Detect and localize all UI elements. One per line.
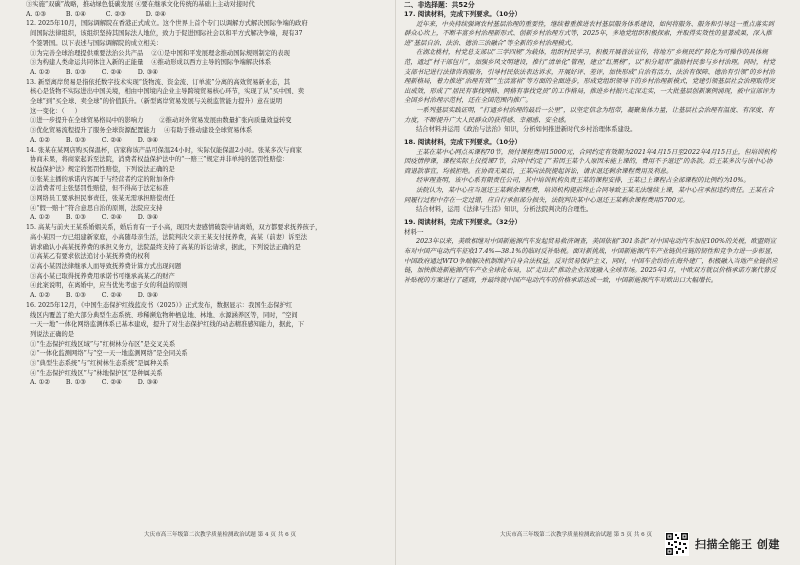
question-line: ①高某乙有要求依法追讨小某抚养费的权利 bbox=[26, 253, 150, 261]
question-line: 全球”到“买全球、卖全球”的价值跃升。（新型离岸贸易发展与关税监管能力提升）意在说明 bbox=[26, 98, 283, 106]
question-line: 高小某因一方已组建新家庭，小高随母亲生活，法院判决父亲王某支付抚养费，高某（前妻）诉至法 bbox=[26, 233, 308, 241]
q18-paragraph: 经审理查明，该中心系有限责任公司，其中培训机构负责王某的课程安排，王某已上课程占全部课程的比例约为10%。 bbox=[416, 176, 750, 185]
question-line: 这一变化：（ ） bbox=[26, 107, 81, 115]
qr-code-icon bbox=[665, 532, 689, 556]
question-line: ②高小某因法律继承人而导致抚养费计算方式出现问题 bbox=[26, 262, 182, 270]
q18-paragraph: 法院认为，某中心应当退还王某剩余课程费，培训机构提前终止合同导致王某无法继续上课，某中心应承担违约责任。王某在合同履行过程中存在一定过错，应自行承担部分损失，法院判决某中心退还王某剩余课程费用5700元。 bbox=[404, 186, 774, 204]
question-line: 14. 张某在某网店购买保温杯，店家称该产品可保温24小时，实际仅能保温2小时。张某多次与商家 bbox=[26, 146, 302, 154]
q17-paragraph: 在湖北桃村，村党总支部以“三学四规”为载体，组织村民学习，积极开展普法宣传，将地方“乡规民约”转化为可操作的具体规范，通过“村干部包片”，加强乡风文明建设，推行“清单化”管理，建立“红黑榜”，以“积分超市”激励村民参与乡村治理。同时，村党支部书记进行法律咨询服务，引导村民依法表达诉求，开展好评、差评，加快形成“自治有活力、法治有保障、德治有引领”的乡村治理新格局，着力推进“治理有效”“生活富裕”等方面的全面进步，形成党组织领导下的乡村治理新模式，党建引领基层社会治理取得突出成效，形成了“居民有事找网格、网格有事找党员”的工作格局，推进乡村振兴走深走实，一大批基层创新案例涌现，被中宣部评为全国乡村治理示范村，还在全国范围内推广。 bbox=[404, 48, 776, 105]
question-line: 16. 2025年12月，《中国生态保护红线蓝皮书（2025）》正式发布，数据显示：我国生态保护红 bbox=[26, 301, 293, 309]
question-line: ③为构建人类命运共同体注入新的正能量 ④推动形成以西方主导的国际争端解决体系 bbox=[26, 59, 272, 67]
question-line: A. ①② B. ①③ C. ②④ D. ③④ bbox=[26, 214, 158, 222]
question-line: A. ①② B. ①③ C. ②④ D. ③④ bbox=[26, 292, 158, 300]
question-line: 个签署国。以下表述与国际调解院的成立相关： bbox=[26, 39, 163, 47]
question-line: ②消费者可主张惩罚性赔偿，但不得高于法定标准 bbox=[26, 185, 169, 193]
question-line: ③高小某已取得抚养费用承诺书可继承高某乙的财产 bbox=[26, 272, 175, 280]
question-line: A. ①② B. ①③ C. ②④ D. ③④ bbox=[26, 68, 158, 76]
q18-question: 结合材料，运用《法律与生活》知识，分析法院判决的合理性。 bbox=[416, 206, 593, 214]
question-line: 列说法正确的是 bbox=[26, 330, 75, 338]
question-line: 权益保护法》规定的惩罚性赔偿，下列说法正确的是 bbox=[26, 165, 175, 173]
question-line: 协商未果，将商家起诉至法院，消费者权益保护法中的“一赔三”规定并非单纯的惩罚性赔偿： bbox=[26, 156, 289, 164]
q17-paragraph: 一系列基层实践证明，“打通乡村治理的最后一公里”，以坚定信念为纽带，凝聚集体力量，让基层社会治理有温度、有深度、有力度，不断提升广大人民群众的获得感、幸福感、安全感。 bbox=[404, 106, 775, 124]
q17-paragraph: 近年来，中央持续强调农村基层治理的重要性，继续着重推进农村基层服务体系建设，如何将服务、服务和引导这一重点落实到群众心坎上，不断丰富乡村治理新形式、创新乡村治理方式等，2025年，多地党组织积极探索，并取得实效性的显著成果，深入推进“基层自治、法治、德治三治融合”等全新的乡村治理模式。 bbox=[404, 19, 774, 47]
question-line: ④“假一赔十”符合意思自治的原则，法院应支持 bbox=[26, 204, 163, 212]
scanner-brand-label: 扫描全能王 创建 bbox=[695, 538, 780, 551]
question-line: 请求确认小高某抚养费的承担义务方，法院最终支持了高某的诉讼请求，据此，下列说法正确的是 bbox=[26, 243, 301, 251]
question-line: 12. 2025年10月，国际调解院在香港正式成立。这个世界上首个专门以调解方式解决国际争端的政府 bbox=[26, 20, 308, 28]
question-line: A. ①③ B. ①④ C. ②③ D. ②④ bbox=[26, 10, 166, 18]
q19-intro: 19. 阅读材料，完成下列要求。（32分） bbox=[404, 217, 522, 226]
q18-intro: 18. 阅读材料，完成下列要求。（10分） bbox=[404, 137, 522, 146]
question-line: ③优化贸易流程提升了服务全球资源配置能力 ④有助于推动建设全球贸易体系 bbox=[26, 127, 253, 135]
question-line: ③网络员工要承担民事责任，张某无需承担赔偿责任 bbox=[26, 195, 175, 203]
left-page-footer: 大庆市高三年级第二次教学质量检测政治试题 第 4 页 共 6 页 bbox=[144, 532, 297, 538]
scanner-watermark bbox=[665, 530, 790, 558]
section-heading: 二、非选择题：共52分 bbox=[404, 1, 475, 9]
question-line: A. ①② B. ①③ C. ②④ D. ③④ bbox=[26, 379, 158, 387]
question-line: A. ①② B. ①③ C. ②④ D. ③④ bbox=[26, 136, 158, 144]
question-line: 线区内覆盖了绝大部分典型生态系统、珍稀濒危物种栖息地、林地、水源涵养区等，同时，“空间 bbox=[26, 311, 298, 319]
question-line: ③实施“双碳”战略，推动绿色低碳发展 ④要在继承文化传统的基础上主动对接时代 bbox=[26, 1, 255, 8]
exam-page-4 bbox=[26, 0, 388, 545]
page-fold-divider bbox=[395, 0, 396, 565]
question-line: 间国际法律组织，该组织坚持其国际法人地位，致力于促进国际社会以和平方式解决争端，现有37 bbox=[26, 30, 303, 38]
question-line: 15. 高某与前夫王某系婚姻关系，婚后育有一子小高，现因夫妻感情破裂申请离婚，双方都要求抚养孩子， bbox=[26, 224, 322, 232]
question-line: ④“生态保护红线区”与“林地保护区”是种属关系 bbox=[26, 369, 163, 377]
right-page-footer: 大庆市高三年级第二次教学质量检测政治试题 第 5 页 共 6 页 bbox=[500, 532, 653, 538]
question-line: 一天一地”一体化网络监测体系已基本建成，提升了对生态保护红线的动态精准感知能力，据此，下 bbox=[26, 321, 305, 329]
question-line: ①进一步提升在全球贸易格局中的影响力 ②推动对外贸易发展由数量扩张向质量效益转变 bbox=[26, 117, 292, 125]
exam-page-5 bbox=[404, 0, 778, 545]
question-line: ①为完善全球治理提供重要法治公共产品 ②①是中国和平发展理念推动国际规则制定的表现 bbox=[26, 49, 290, 57]
q19-material-label: 材料一 bbox=[404, 227, 424, 236]
q17-question: 结合材料并运用《政治与法治》知识，分析如何推进新时代乡村治理体系建设。 bbox=[416, 126, 637, 134]
q17-intro: 17. 阅读材料，完成下列要求。（10分） bbox=[404, 10, 522, 18]
question-line: ③“典型生态系统”与“红树林生态系统”是属种关系 bbox=[26, 360, 169, 368]
left-page-questions bbox=[26, 0, 388, 388]
question-line: ①“生态保护红线区域”与“红树林分布区”是交叉关系 bbox=[26, 340, 176, 348]
question-line: ②“一体化监测网络”与“空一天一地监测网络”是全同关系 bbox=[26, 350, 188, 358]
q18-paragraph: 王某在某中心网点买课程70节，预付课程费用15000元，合同约定有效期为2021年4月15日至2022年4月15日止，但培训机构因疫情停课，课程实际上仅授课7节，合同中约定了“若因王某个人原因未能上课的，费用不予退还”的条款。后王某多次与该中心协商退款事宜，均被拒绝。在协商无果后，王某向法院提起诉讼，请求退还剩余课程费用及利息。 bbox=[404, 147, 777, 175]
question-line: ①张某主播的承诺内容属于与经营者约定的附加条件 bbox=[26, 175, 175, 183]
q19-paragraph: 2023年以来，美欧相继对中国新能源汽车发起贸易救济调查，美国依据“301条款”对中国电动汽车加征100%的关税，欧盟则宣布对中国产电动汽车征收17.4%—38.1%的临时反补贴税。面对新挑战，中国新能源汽车产业链供应链的韧性和竞争力进一步彰显，中国政府通过WTO争端解决机制维护自身合法权益，反对贸易保护主义，同时，中国车企纷纷在海外建厂，积极融入当地产业链供应链，加快推进新能源汽车产业全球化布局，以“走出去”推动企业深度融入全球市场。2025年1月，中欧双方就以价格承诺方案代替反补贴税的方案进行了磋商，并最终就中国产电动汽车的价格承诺达成一致，中国新能源汽车对欧出口大幅增长。 bbox=[404, 237, 778, 284]
question-line: ④此案说明，在离婚中，应当优先考虑子女的利益的原则 bbox=[26, 282, 188, 290]
question-line: 13. 新型离岸贸易是指依托数字技术实现“货物流、资金流、订单流”分离的高效贸易新业态，其 bbox=[26, 78, 291, 86]
question-line: 核心是货物不实际进出中国关境，相由中国境内企业主导跨境贸易核心环节，实现了从“买中国、卖 bbox=[26, 88, 305, 96]
